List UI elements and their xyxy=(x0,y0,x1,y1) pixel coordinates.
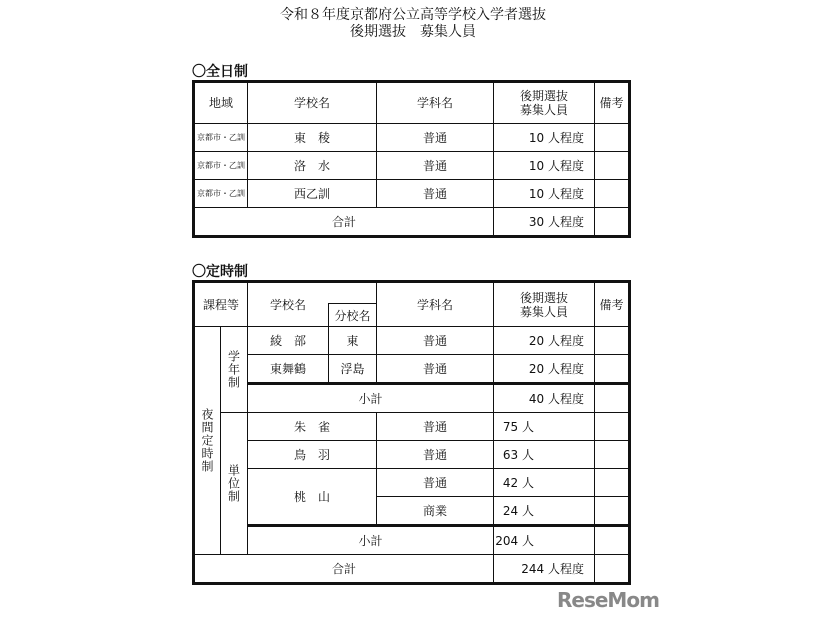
remarks xyxy=(595,413,630,441)
dept: 普通 xyxy=(377,124,494,152)
quota: 42 人 xyxy=(494,469,595,497)
quota: 10 人程度 xyxy=(494,152,595,180)
table-row xyxy=(194,180,630,208)
header-spacer xyxy=(329,282,377,304)
parttime-heading: 〇定時制 xyxy=(192,264,248,280)
subtotal-label: 小計 xyxy=(248,526,494,555)
dept: 普通 xyxy=(377,327,494,355)
region: 京都市・乙訓 xyxy=(194,152,248,180)
header-remarks: 備考 xyxy=(595,82,630,124)
subtotal-label: 小計 xyxy=(248,384,494,413)
subtotal-value: 204 人 xyxy=(494,526,595,555)
fulltime-table xyxy=(192,80,631,238)
header-school: 学校名 xyxy=(248,82,377,124)
credit-system-label: 単位制 xyxy=(221,413,248,555)
remarks xyxy=(595,124,630,152)
header-region: 地域 xyxy=(194,82,248,124)
remarks xyxy=(595,327,630,355)
quota: 10 人程度 xyxy=(494,124,595,152)
document-title: 令和８年度京都府公立高等学校入学者選抜 xyxy=(280,7,546,23)
header-branch: 分校名 xyxy=(329,304,377,327)
remarks xyxy=(595,555,630,584)
quota: 10 人程度 xyxy=(494,180,595,208)
remarks xyxy=(595,208,630,237)
total-row xyxy=(194,208,630,237)
fulltime-heading: 〇全日制 xyxy=(192,64,248,80)
dept: 普通 xyxy=(377,152,494,180)
quota: 63 人 xyxy=(494,441,595,469)
header-quota: 後期選抜 募集人員 xyxy=(494,82,595,124)
school: 綾 部 xyxy=(248,327,329,355)
course-label: 夜間定時制 xyxy=(194,327,221,555)
subtotal-row xyxy=(194,526,630,555)
dept: 普通 xyxy=(377,469,494,497)
dept: 普通 xyxy=(377,413,494,441)
header-dept: 学科名 xyxy=(377,82,494,124)
quota: 24 人 xyxy=(494,497,595,526)
table-row xyxy=(194,124,630,152)
quota: 20 人程度 xyxy=(494,355,595,384)
remarks xyxy=(595,469,630,497)
total-row xyxy=(194,555,630,584)
table-row xyxy=(194,355,630,384)
school: 洛 水 xyxy=(248,152,377,180)
remarks xyxy=(595,497,630,526)
grade-system-label: 学年制 xyxy=(221,327,248,413)
subtotal-value: 40 人程度 xyxy=(494,384,595,413)
branch: 東 xyxy=(329,327,377,355)
remarks xyxy=(595,384,630,413)
quota: 20 人程度 xyxy=(494,327,595,355)
header-quota: 後期選抜 募集人員 xyxy=(494,282,595,327)
region: 京都市・乙訓 xyxy=(194,180,248,208)
total-label: 合計 xyxy=(194,555,494,584)
dept: 商業 xyxy=(377,497,494,526)
branch: 浮島 xyxy=(329,355,377,384)
remarks xyxy=(595,180,630,208)
total-value: 30 人程度 xyxy=(494,208,595,237)
dept: 普通 xyxy=(377,180,494,208)
header-remarks: 備考 xyxy=(595,282,630,327)
school: 東舞鶴 xyxy=(248,355,329,384)
school: 桃 山 xyxy=(248,469,377,526)
school: 朱 雀 xyxy=(248,413,377,441)
table-row xyxy=(194,327,630,355)
document-subtitle: 後期選抜 募集人員 xyxy=(350,24,476,40)
table-row xyxy=(194,469,630,497)
parttime-table xyxy=(192,280,631,585)
header-dept: 学科名 xyxy=(377,282,494,327)
region: 京都市・乙訓 xyxy=(194,124,248,152)
resemom-watermark: ReseMom xyxy=(557,588,659,612)
table-row xyxy=(194,441,630,469)
school: 鳥 羽 xyxy=(248,441,377,469)
school: 西乙訓 xyxy=(248,180,377,208)
quota: 75 人 xyxy=(494,413,595,441)
header-course: 課程等 xyxy=(194,282,248,327)
remarks xyxy=(595,152,630,180)
total-value: 244 人程度 xyxy=(494,555,595,584)
remarks xyxy=(595,355,630,384)
dept: 普通 xyxy=(377,441,494,469)
header-school: 学校名 xyxy=(248,282,329,327)
total-label: 合計 xyxy=(194,208,494,237)
remarks xyxy=(595,526,630,555)
dept: 普通 xyxy=(377,355,494,384)
remarks xyxy=(595,441,630,469)
subtotal-row xyxy=(194,384,630,413)
school: 東 稜 xyxy=(248,124,377,152)
table-row xyxy=(194,413,630,441)
table-row xyxy=(194,152,630,180)
